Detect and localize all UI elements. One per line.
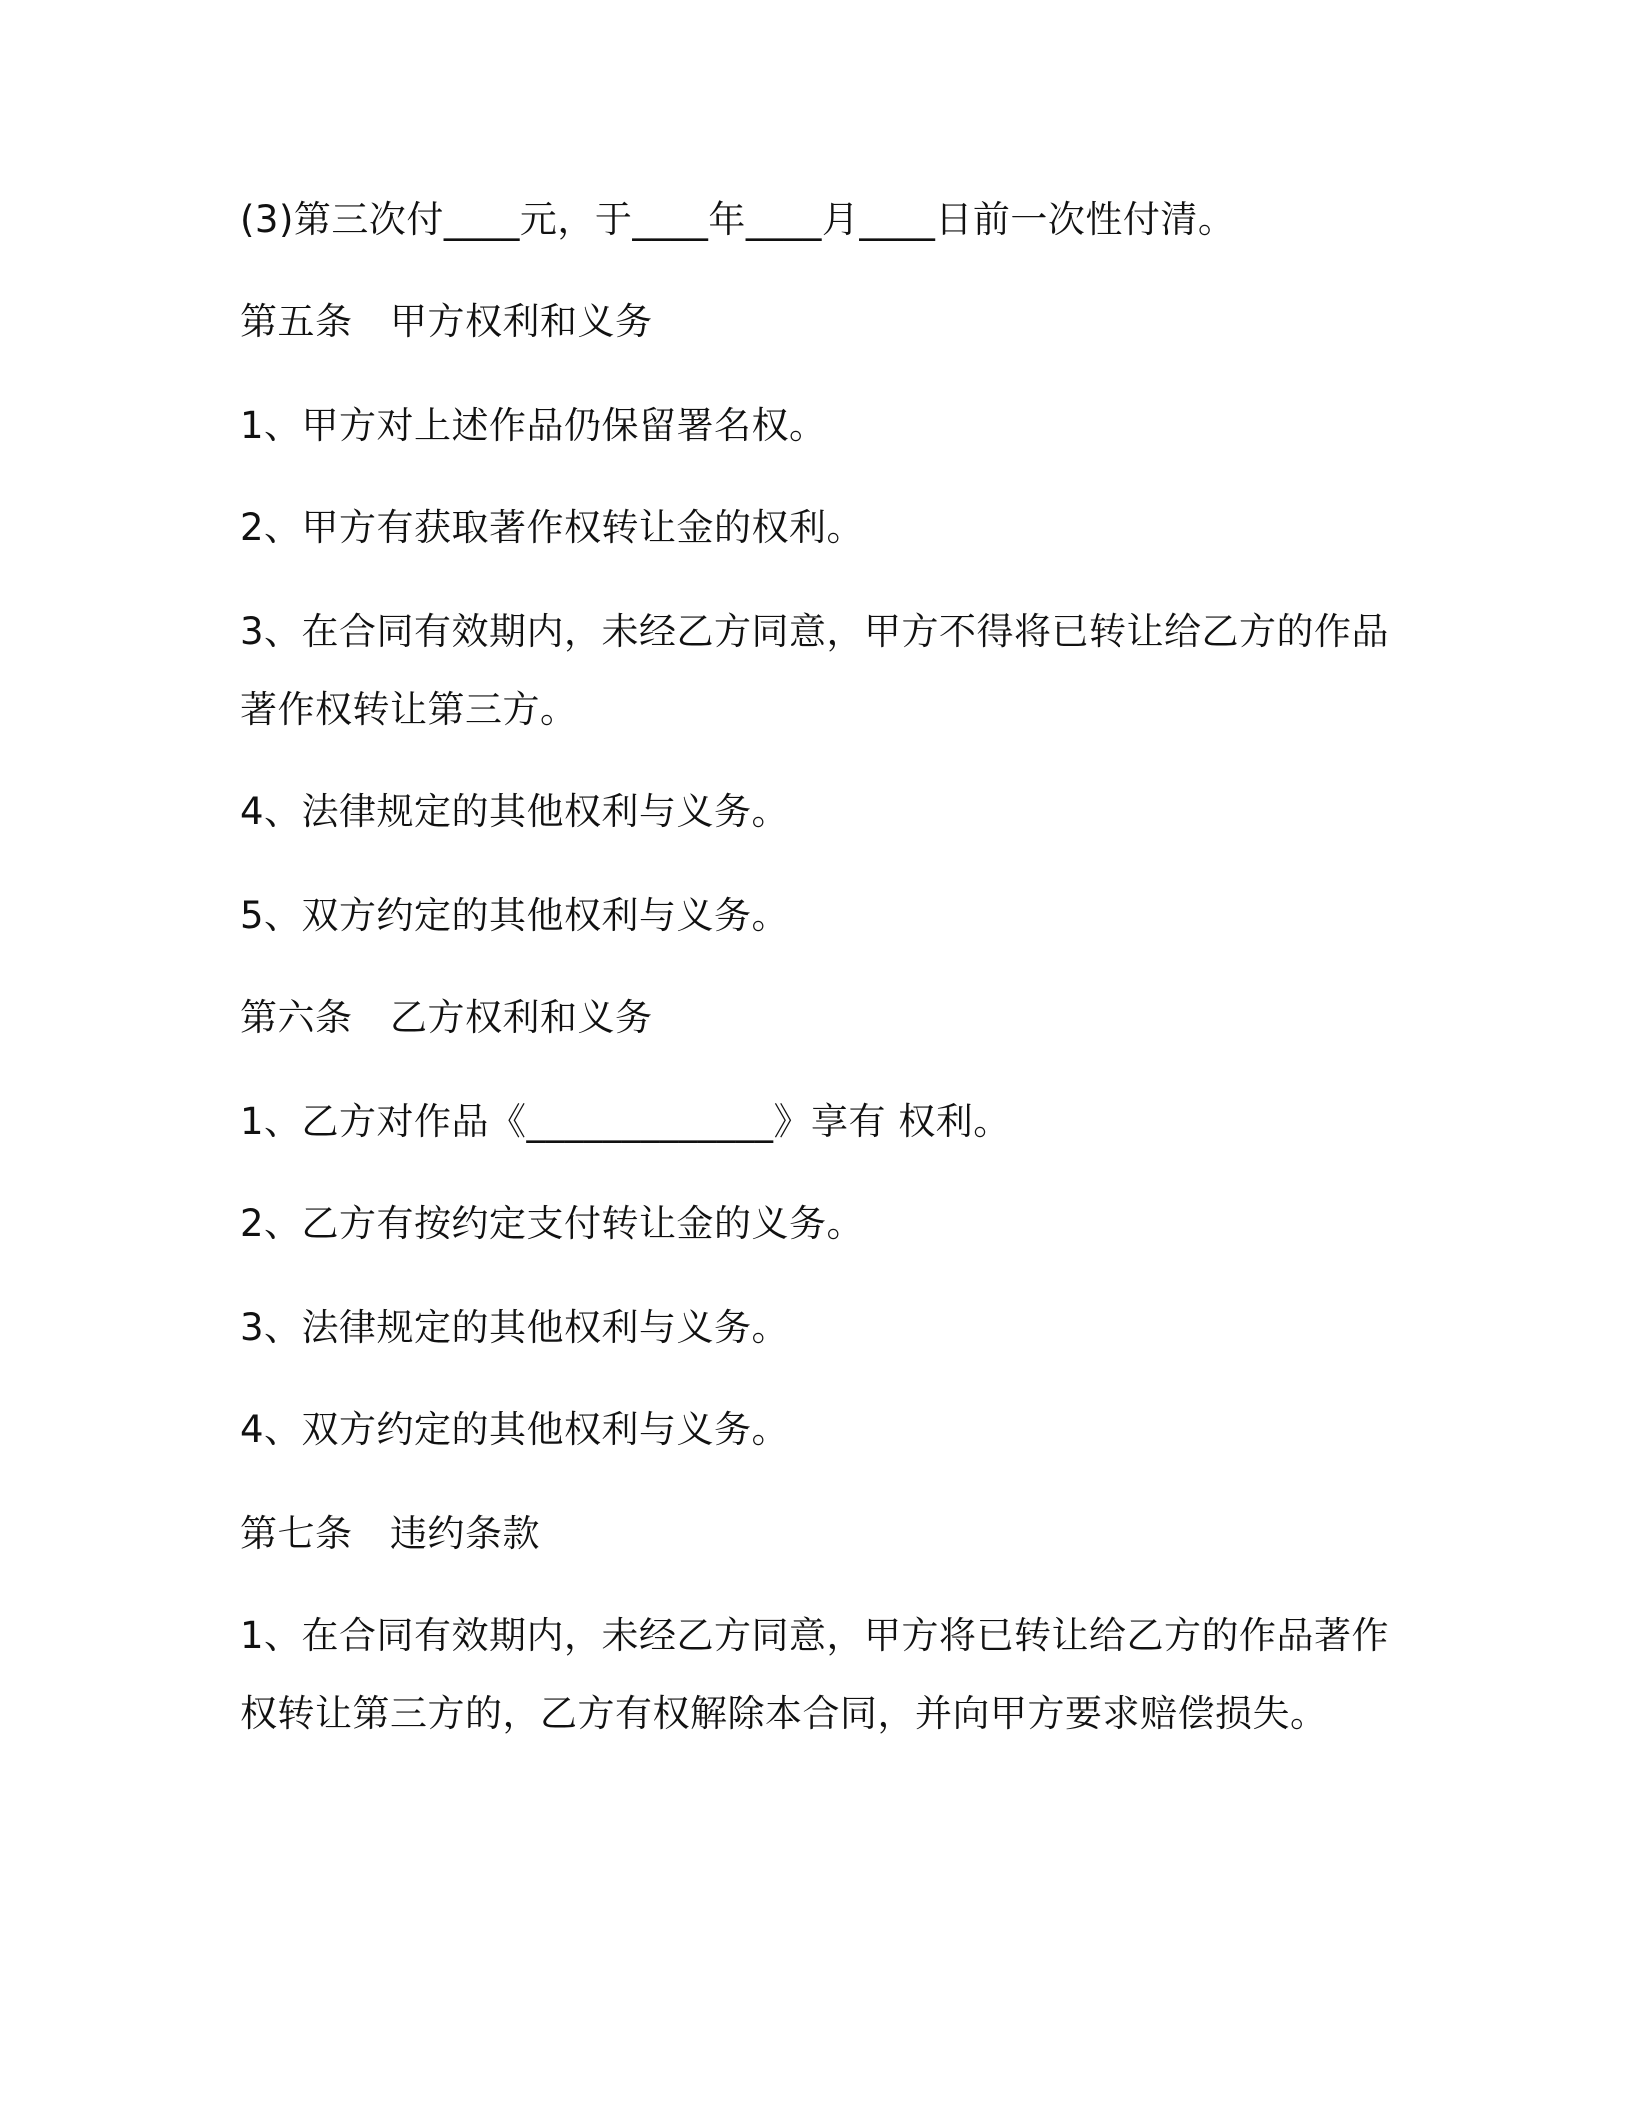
payment-clause-line: (3)第三次付____元，于____年____月____日前一次性付清。 bbox=[240, 198, 1236, 241]
article-six-item-3: 3、法律规定的其他权利与义务。 bbox=[240, 1306, 790, 1349]
article-seven-item-1-line-2: 权转让第三方的，乙方有权解除本合同，并向甲方要求赔偿损失。 bbox=[240, 1692, 1328, 1735]
article-five-item-4: 4、法律规定的其他权利与义务。 bbox=[240, 790, 790, 833]
article-seven-heading: 第七条 违约条款 bbox=[240, 1512, 540, 1555]
article-seven-item-1-line-1: 1、在合同有效期内，未经乙方同意，甲方将已转让给乙方的作品著作 bbox=[240, 1614, 1390, 1657]
article-five-item-1: 1、甲方对上述作品仍保留署名权。 bbox=[240, 404, 827, 447]
article-five-item-5: 5、双方约定的其他权利与义务。 bbox=[240, 894, 790, 937]
article-five-item-2: 2、甲方有获取著作权转让金的权利。 bbox=[240, 506, 865, 549]
article-five-heading: 第五条 甲方权利和义务 bbox=[240, 300, 653, 343]
article-five-item-3-line-1: 3、在合同有效期内，未经乙方同意，甲方不得将已转让给乙方的作品 bbox=[240, 610, 1390, 653]
article-six-heading: 第六条 乙方权利和义务 bbox=[240, 996, 653, 1039]
article-six-item-1: 1、乙方对作品《_____________》享有 权利。 bbox=[240, 1100, 1011, 1143]
article-six-item-2: 2、乙方有按约定支付转让金的义务。 bbox=[240, 1202, 865, 1245]
article-six-item-4: 4、双方约定的其他权利与义务。 bbox=[240, 1408, 790, 1451]
article-five-item-3-line-2: 著作权转让第三方。 bbox=[240, 688, 578, 731]
